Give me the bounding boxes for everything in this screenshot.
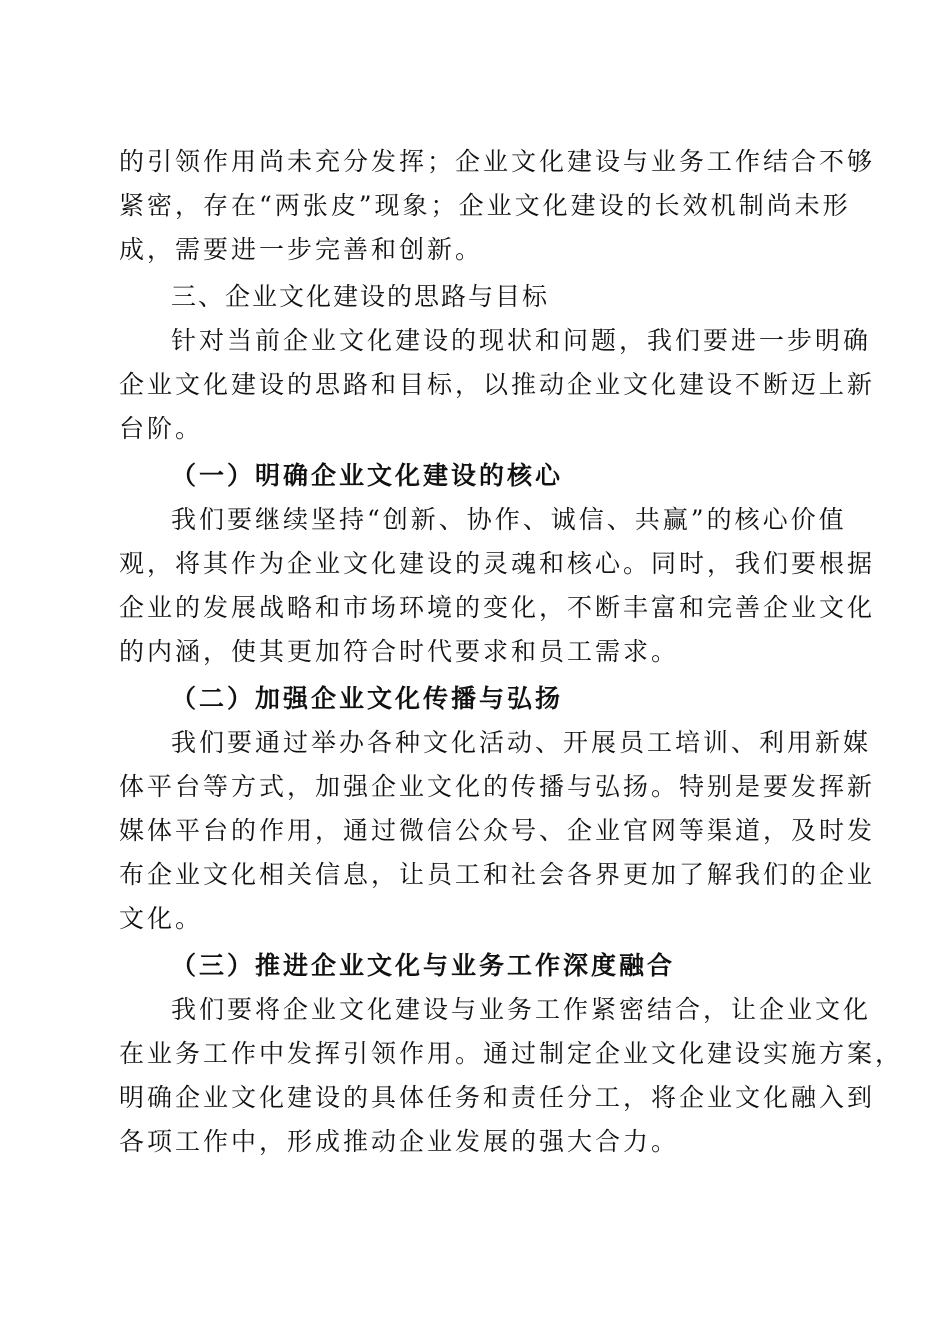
paragraph-line: 台阶。 xyxy=(119,414,204,443)
paragraph-line: 我们要将企业文化建设与业务工作紧密结合，让企业文化 xyxy=(171,995,872,1024)
paragraph-line: 的引领作用尚未充分发挥；企业文化建设与业务工作结合不够 xyxy=(119,147,876,176)
paragraph-line: 我们要继续坚持“创新、协作、诚信、共赢”的核心价值 xyxy=(171,505,847,534)
paragraph-line: 针对当前企业文化建设的现状和问题，我们要进一步明确 xyxy=(171,326,872,355)
paragraph-line: 成，需要进一步完善和创新。 xyxy=(119,235,484,264)
paragraph-line: 在业务工作中发挥引领作用。通过制定企业文化建设实施方案， xyxy=(119,1039,904,1068)
subsection-heading: （二）加强企业文化传播与弘扬 xyxy=(171,684,564,713)
paragraph-line: 体平台等方式，加强企业文化的传播与弘扬。特别是要发挥新 xyxy=(119,772,876,801)
paragraph-line: 企业的发展战略和市场环境的变化，不断丰富和完善企业文化 xyxy=(119,593,876,622)
paragraph-line: 各项工作中，形成推动企业发展的强大合力。 xyxy=(119,1127,680,1156)
subsection-heading: （一）明确企业文化建设的核心 xyxy=(171,461,564,490)
section-heading: 三、企业文化建设的思路与目标 xyxy=(171,282,550,311)
paragraph-line: 媒体平台的作用，通过微信公众号、企业官网等渠道，及时发 xyxy=(119,816,876,845)
paragraph-line: 观，将其作为企业文化建设的灵魂和核心。同时，我们要根据 xyxy=(119,549,876,578)
paragraph-line: 企业文化建设的思路和目标，以推动企业文化建设不断迈上新 xyxy=(119,370,876,399)
paragraph-line: 布企业文化相关信息，让员工和社会各界更加了解我们的企业 xyxy=(119,860,876,889)
paragraph-line: 文化。 xyxy=(119,904,204,933)
paragraph-line: 紧密，存在“两张皮”现象；企业文化建设的长效机制尚未形 xyxy=(119,191,851,220)
subsection-heading: （三）推进企业文化与业务工作深度融合 xyxy=(171,951,676,980)
paragraph-line: 的内涵，使其更加符合时代要求和员工需求。 xyxy=(119,637,680,666)
paragraph-line: 明确企业文化建设的具体任务和责任分工，将企业文化融入到 xyxy=(119,1083,876,1112)
paragraph-line: 我们要通过举办各种文化活动、开展员工培训、利用新媒 xyxy=(171,728,872,757)
